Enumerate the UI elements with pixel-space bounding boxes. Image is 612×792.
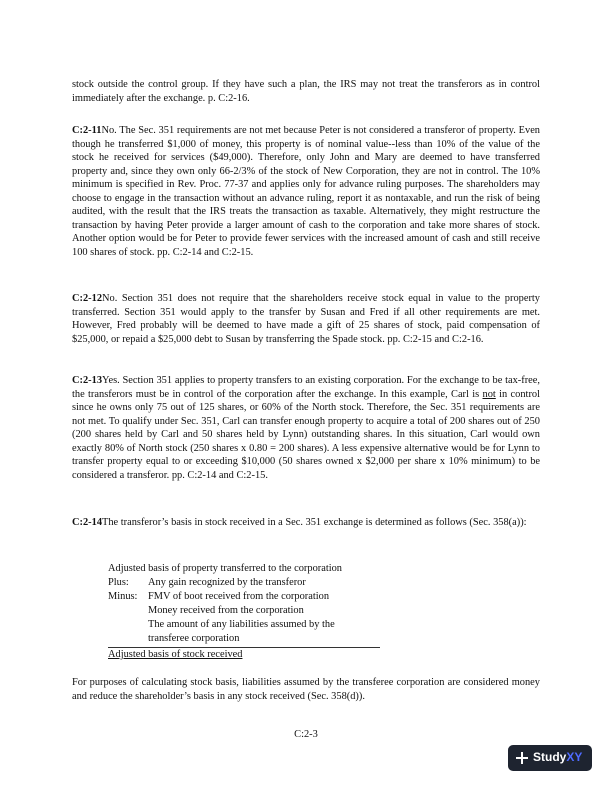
- answer-id: C:2-13: [72, 375, 103, 386]
- answer-id: C:2-14: [72, 517, 103, 528]
- basis-line-liabilities: The amount of any liabilities assumed by the: [148, 619, 335, 630]
- plus-icon: [515, 751, 529, 765]
- answer-text: No. The Sec. 351 requirements are not met because Peter is not considered a transferor of property. Even though he transferred $1,000 of money, this property is of nominal value--less than 10% of the value of the stock he received for services ($49,000). Therefore, only John and Mary are deemed to have transferred property and, since they own only 66-2/3% of the stock of New Corporation, they are not in control. The 10% minimum is specified in Rev. Proc. 77-37 and applies only for advance ruling purposes. The shareholders may choose to engage in the transaction without an advance ruling, report it as nontaxable, and run the risk of being audited, with the result that the IRS treats the transaction as taxable. Alternatively, they might restructure the transaction by having Peter provide a larger amount of cash to the corporation and take more shares of stock. Another option would be for Peter to provide fewer services with the increased amount of cash and still receive 100 shares of stock. pp. C:2-14 and C:2-15.: [72, 125, 540, 258]
- answer-text: The transferor’s basis in stock received in a Sec. 351 exchange is determined as follows (Sec. 358(a)):: [102, 517, 527, 528]
- closing-paragraph: [72, 676, 540, 703]
- minus-text: FMV of boot received from the corporation: [148, 591, 330, 602]
- basis-line-result: [108, 648, 388, 662]
- minus-label: Minus:: [108, 591, 138, 602]
- stock-basis-calculation: [108, 562, 388, 662]
- answer-c2-13: [72, 374, 540, 482]
- closing-text: For purposes of calculating stock basis, liabilities assumed by the transferee corporation are considered money and reduce the shareholder’s basis in any stock received (Sec. 358(d)).: [72, 677, 540, 702]
- basis-line-minus: [108, 590, 388, 604]
- answer-id: C:2-12: [72, 293, 103, 304]
- intro-paragraph: [72, 78, 540, 105]
- page-number: C:2-3: [294, 729, 318, 740]
- basis-line-transferee: transferee corporation: [148, 633, 240, 644]
- answer-text-after: in control since he owns only 75 out of 125 shares, or 60% of the North stock. Therefore, the Sec. 351 requirements are not met. To qualify under Sec. 351, Carl can transfer enough property to acquire a total of 200 shares out of 250 (200 shares held by Carl and 50 shares held by Lynn) outstanding shares. In this situation, Carl would own exactly 80% of North stock (250 shares x 0.80 = 200 shares). A less expensive alternative would be for Lynn to transfer property equal to or exceeding $10,000 (50 shares owned x $2,000 per share x 10% minimum) to be considered a transferor. pp. C:2-14 and C:2-15.: [72, 388, 540, 481]
- basis-line-plus: [108, 576, 388, 590]
- answer-text-before: Yes. Section 351 applies to property transfers to an existing corporation. For the exchange to be tax-free, the transferors must be in control of the corporation after the exchange. In this example, Carl is: [72, 375, 540, 400]
- answer-c2-12: [72, 292, 540, 346]
- brand-main: Study: [533, 750, 567, 765]
- answer-text-underlined: not: [482, 388, 496, 400]
- answer-c2-11: [72, 124, 540, 259]
- intro-text: stock outside the control group. If they have such a plan, the IRS may not treat the transferors as in control immediately after the exchange. p. C:2-16.: [72, 79, 540, 104]
- answer-text: No. Section 351 does not require that the shareholders receive stock equal in value to the property transferred. Section 351 would apply to the transfer by Susan and Fred if all other requirements are met. However, Fred probably will be deemed to have made a gift of 25 shares of stock, paid compensation of $25,000, or repaid a $25,000 debt to Susan by transferring the Spade stock. pp. C:2-15 and C:2-16.: [72, 293, 540, 345]
- plus-label: Plus:: [108, 577, 129, 588]
- brand-accent: XY: [566, 750, 583, 765]
- studyxy-logo[interactable]: [508, 745, 592, 771]
- plus-text: Any gain recognized by the transferor: [148, 577, 306, 588]
- answer-id: C:2-11: [72, 125, 102, 136]
- basis-line-property: Adjusted basis of property transferred to the corporation: [108, 563, 343, 574]
- basis-line-money: Money received from the corporation: [148, 605, 304, 616]
- result-text: Adjusted basis of stock received: [108, 649, 243, 660]
- answer-c2-14: [72, 516, 540, 530]
